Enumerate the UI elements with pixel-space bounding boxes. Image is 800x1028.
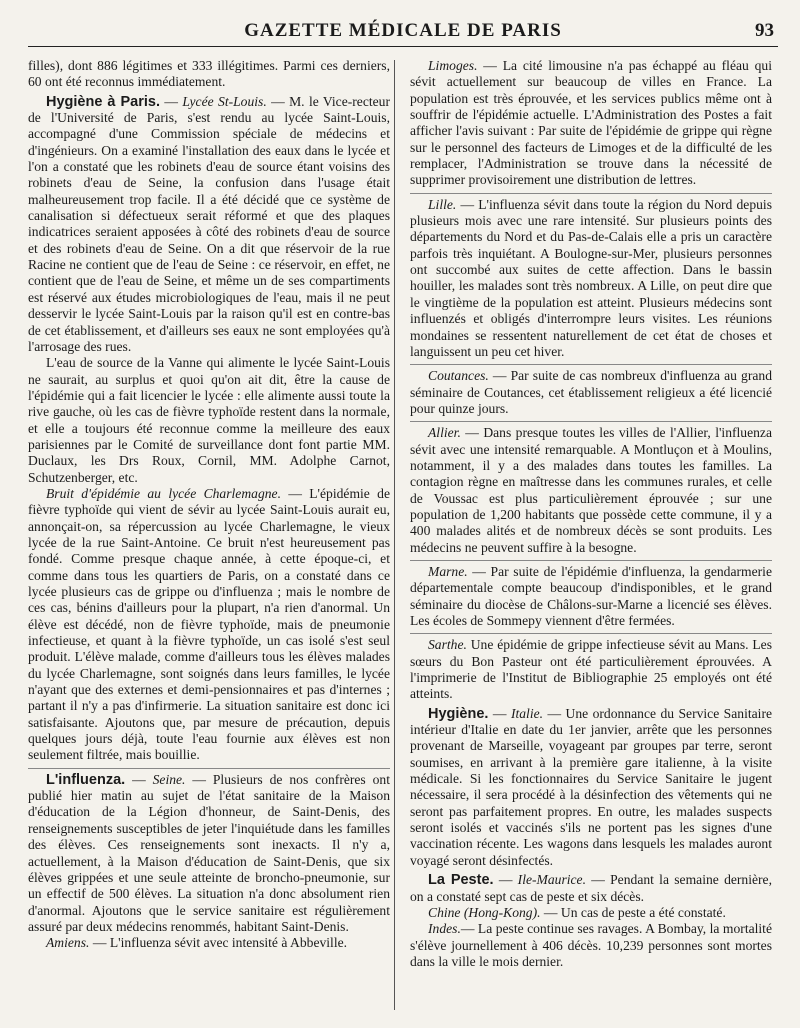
paragraph-charlemagne: [28, 486, 390, 764]
subsection-title: Sarthe.: [428, 637, 467, 653]
section-heading: Hygiène.: [428, 705, 489, 722]
left-column: [28, 58, 390, 952]
subsection-title: Ile-Maurice.: [517, 872, 586, 888]
paragraph-allier: [410, 425, 772, 556]
right-column: [410, 58, 772, 970]
section-heading: L'influenza.: [46, 771, 126, 788]
paragraph-coutances: [410, 368, 772, 417]
section-divider: [410, 193, 772, 194]
subsection-title: Amiens.: [46, 935, 90, 951]
paragraph-text: — Par suite de l'épidémie d'influenza, la gendarmerie départementale compte beaucoup d'indisponibles, et le grand séminaire du diocèse de Châlons-sur-Marne a licencié ses élèves. Les écoles de Sommepy viennent d'être fermées.: [410, 563, 772, 628]
subsection-title: Seine.: [152, 771, 186, 787]
paragraph-text: — Une ordonnance du Service Sanitaire intérieur d'Italie en date du 1er janvier, arrête que les personnes provenant de Marseille, voyageant par groupes par terre, seront soumises, en arrivant à la première gare italienne, à la visite médicale. Si les fonctionnaires du Service Sanitaire le jugent nécessaire, il sera procédé à la désinfection des vêtements qui ne seront pas parfaitement propres. En outre, les malades suspects seront isolés et vaccinés s'ils ne portent pas les signes d'une vaccination récente. Les wagons dans lesquels les malades auront voyagé seront désinfectés.: [410, 705, 772, 868]
paragraph-text: — L'épidémie de fièvre typhoïde qui vient de sévir au lycée Saint-Louis aurait eu, annonçait-on, sa répercussion au lycée Charlemagne, le vieux lycée de la rue Saint-Antoine. Ce bruit n'est heureusement pas fondé. Comme presque chaque année, à cette époque-ci, et comme dans tous les quartiers de Paris, on a constaté dans ce lycée plusieurs cas de grippe ou d'influenza ; mais le nombre de ces cas, bénins d'ailleurs pour la plupart, n'a rien d'anormal. Un élève est décédé, non de fièvre typhoïde, mais de pneumonie infectieuse, et quant à la fièvre typhoïde, un cas isolé s'est seul produit. L'élève malade, comme d'ailleurs tous les élèves malades du lycée Charlemagne, sont soignés dans leurs familles, le lycée n'ayant que des externes et demi-pensionnaires et pas d'internes ; partant il n'y a pas d'infirmerie. La situation sanitaire est donc ici satisfaisante. Ajoutons que, par mesure de précaution, depuis quelques jours déjà, toute l'eau fournie aux élèves est non seulement filtrée, mais bouillie.: [28, 485, 390, 763]
paragraph-indes: [410, 921, 772, 970]
paragraph-chine: [410, 905, 772, 921]
subsection-title: Coutances.: [428, 368, 489, 384]
section-divider: [410, 421, 772, 422]
section-divider: [410, 364, 772, 365]
subsection-title: Indes.: [428, 921, 461, 937]
section-heading: La Peste.: [428, 872, 494, 889]
paragraph-marne: [410, 564, 772, 629]
paragraph-sarthe: [410, 637, 772, 702]
subsection-title: Chine (Hong-Kong).: [428, 904, 541, 920]
section-hygiene-italie: Hygiène. — Italie. — Une ordonnance du Service Sanitaire intérieur d'Italie en date du 1er janvier, arrête que les personnes provenant de Marseille, voyageant par groupes par terre, seront soumises, en arrivant à la première gare italienne, à la visite médicale. Si les fonctionnaires du Service Sanitaire le jugent nécessaire, il sera procédé à la désinfection des vêtements qui ne seront pas parfaitement propres. En outre, les malades suspects seront isolés et vaccinés s'ils ne portent pas les signes d'une vaccination récente. Les wagons dans lesquels les malades auront voyagé seront désinfectés.: [410, 705, 772, 868]
paragraph-amiens: [28, 935, 390, 951]
paragraph-text: — La cité limousine n'a pas échappé au fléau qui sévit actuellement sur beaucoup de villes en France. La population est très éprouvée, et les services publics même ont à souffrir de l'épidémie actuelle. L'Administration des Postes a fait afficher l'avis suivant : Par suite de l'épidémie de grippe qui règne sur le personnel des facteurs de Limoges et de la difficulté de les remplacer, l'Administration se trouve dans la nécessité de supprimer provisoirement une distribution de lettres.: [410, 58, 772, 188]
paragraph-births: filles), dont 886 légitimes et 333 illégitimes. Parmi ces derniers, 60 ont été reconnus immédiatement.: [28, 58, 390, 90]
section-divider: [410, 560, 772, 561]
section-peste: La Peste. — Ile-Maurice. — Pendant la semaine dernière, on a constaté sept cas de peste et six décès.: [410, 872, 772, 904]
journal-title: GAZETTE MÉDICALE DE PARIS: [244, 20, 562, 41]
section-hygiene-paris: Hygiène à Paris. — Lycée St-Louis. — M. le Vice-recteur de l'Université de Paris, s'est rendu au lycée Saint-Louis, accompagné d'une Commission spéciale de médecins et d'ingénieurs. On a examiné l'installation des eaux dans le lycée et l'on a constaté que les robinets d'eau de source étant voisins des robinets d'eau de Seine, la confusion dans l'usage était malheureusement trop facile. Il a été décidé que ce système de canalisation si défectueux serait réformé et que des plaques indicatrices seraient apposées à côté des robinets d'eau de source et des robinets d'eau de Seine. On a dit que réservoir de la rue Racine ne contient que de l'eau de Seine : ce réservoir, en effet, ne contient que de l'eau de Seine, et même un de ses compartiments est réservé aux études microbiologiques de l'eau, mais il ne peut desservir le lycée Saint-Louis par la raison qu'il est en contre-bas de cet établissement, et d'ailleurs ses eaux ne sont employées qu'à l'arrosage des rues.: [28, 93, 390, 354]
paragraph-text: — L'influenza sévit dans toute la région du Nord depuis plusieurs mois avec une rare intensité. Sur plusieurs points des départements du Nord et du Pas-de-Calais elle a pris un caractère parfois très inquiétant. A Boulogne-sur-Mer, plusieurs personnes ont succombé aux suites de cette affection. Dans le bassin houiller, les malades sont très nombreux. A Lille, on peut dire que le vingtième de la population est atteint. Plusieurs médecins sont influenzés et obligés d'interrompre leurs visites. Les réunions mondaines se ressentent naturellement de cet état de choses et languissent un peu cet hiver.: [410, 196, 772, 359]
paragraph-text: — L'influenza sévit avec intensité à Abbeville.: [89, 935, 348, 951]
subsection-title: Lille.: [428, 196, 457, 212]
paragraph-text: — Un cas de peste a été constaté.: [540, 904, 726, 920]
subsection-title: Limoges.: [428, 58, 478, 73]
subsection-title: Bruit d'épidémie au lycée Charlemagne.: [46, 485, 281, 501]
subsection-title: Italie.: [510, 705, 544, 721]
page-number: 93: [755, 20, 774, 41]
paragraph-text: Une épidémie de grippe infectieuse sévit au Mans. Les sœurs du Bon Pasteur ont été particulièrement éprouvées. A l'imprimerie de l'Institut de Bibliographie 25 employés ont été atteints.: [410, 637, 772, 702]
section-heading: Hygiène à Paris.: [46, 93, 160, 110]
section-divider: [28, 768, 390, 769]
subsection-title: Lycée St-Louis.: [182, 93, 267, 109]
section-divider: [410, 633, 772, 634]
page-header: [28, 18, 778, 47]
section-influenza: L'influenza. — Seine. — Plusieurs de nos confrères ont publié hier matin au sujet de l'état sanitaire de la Maison d'éducation de la Légion d'honneur, de Saint-Denis, des renseignements susceptibles de jeter l'inquiétude dans les familles des élèves. Ces renseignements sont inexacts. Il n'y a, actuellement, à la Maison d'éducation de Saint-Denis, que six élèves grippées et une seule atteinte de broncho-pneumonie, sur un effectif de 500 élèves. La situation n'a donc absolument rien d'anormal. Ajoutons que le service sanitaire est régulièrement assuré par deux médecins renommés, habitant Saint-Denis.: [28, 771, 391, 934]
paragraph-vanne: L'eau de source de la Vanne qui alimente le lycée Saint-Louis ne saurait, au surplus et quoi qu'on ait dit, être la cause de l'épidémie qui a fait licencier le lycée : elle alimente aussi toute la rive gauche, où les cas de fièvre typhoïde restent dans la normale, et elle a toujours été reconnue comme la meilleure des eaux parisiennes par le Comité de surveillance dont font partie MM. Duclaux, les Drs Roux, Cornil, MM. Adolphe Carnot, Schutzenberger, etc.: [28, 355, 390, 485]
paragraph-text: — M. le Vice-recteur de l'Université de Paris, s'est rendu au lycée Saint-Louis, accompagné d'une Commission spéciale de médecins et d'ingénieurs. On a examiné l'installation des eaux dans le lycée et l'on a constaté que les robinets d'eau de source étant voisins des robinets d'eau de Seine, la confusion dans l'usage était malheureusement trop facile. Il a été décidé que ce système de canalisation si défectueux serait réformé et que des plaques indicatrices seraient apposées à côté des robinets d'eau de source et des robinets d'eau de Seine. On a dit que réservoir de la rue Racine ne contient que de l'eau de Seine : ce réservoir, en effet, ne contient que de l'eau de Seine, et même un de ses compartiments est réservé aux études microbiologiques de l'eau, mais il ne peut desservir le lycée Saint-Louis par la raison qu'il est en contre-bas de cet établissement, et d'ailleurs ses eaux ne sont employées qu'à l'arrosage des rues.: [28, 93, 390, 354]
paragraph-lille: [410, 197, 772, 360]
column-divider: [394, 60, 395, 1010]
paragraph-text: — Par suite de cas nombreux d'influenza au grand séminaire de Coutances, cet établissement religieux a été licencié pour quinze jours.: [410, 368, 772, 416]
subsection-title: Marne.: [428, 563, 468, 579]
paragraph-limoges: [410, 58, 772, 189]
paragraph-text: — Plusieurs de nos confrères ont publié hier matin au sujet de l'état sanitaire de la Maison d'éducation de la Légion d'honneur, de Saint-Denis, des renseignements susceptibles de jeter l'inquiétude dans les familles des élèves. Ces renseignements sont inexacts. Il n'y a, actuellement, à la Maison d'éducation de Saint-Denis, que six élèves grippées et une seule atteinte de broncho-pneumonie, sur un effectif de 500 élèves. La situation n'a donc absolument rien d'anormal. Ajoutons que le service sanitaire est régulièrement assuré par deux médecins renommés, habitant Saint-Denis.: [28, 771, 391, 934]
paragraph-text: — Dans presque toutes les villes de l'Allier, l'influenza sévit avec une intensité remarquable. A Montluçon et à Moulins, notamment, il y a des malades dans toutes les familles. La contagion règne en maîtresse dans les communes rurales, et celle de Voussac est plus particulièrement éprouvée ; sur une population de 1,200 habitants que possède cette commune, il y a 400 malades alités et de nombreux décès se sont produits. Les médecins ne peuvent suffire à la besogne.: [410, 425, 772, 555]
paragraph-text: — Pendant la semaine dernière, on a constaté sept cas de peste et six décès.: [410, 872, 772, 904]
subsection-title: Allier.: [428, 425, 461, 441]
paragraph-text: — La peste continue ses ravages. A Bombay, la mortalité s'élève journellement à 406 décès. 10,239 personnes sont mortes dans la ville le mois dernier.: [410, 921, 772, 969]
